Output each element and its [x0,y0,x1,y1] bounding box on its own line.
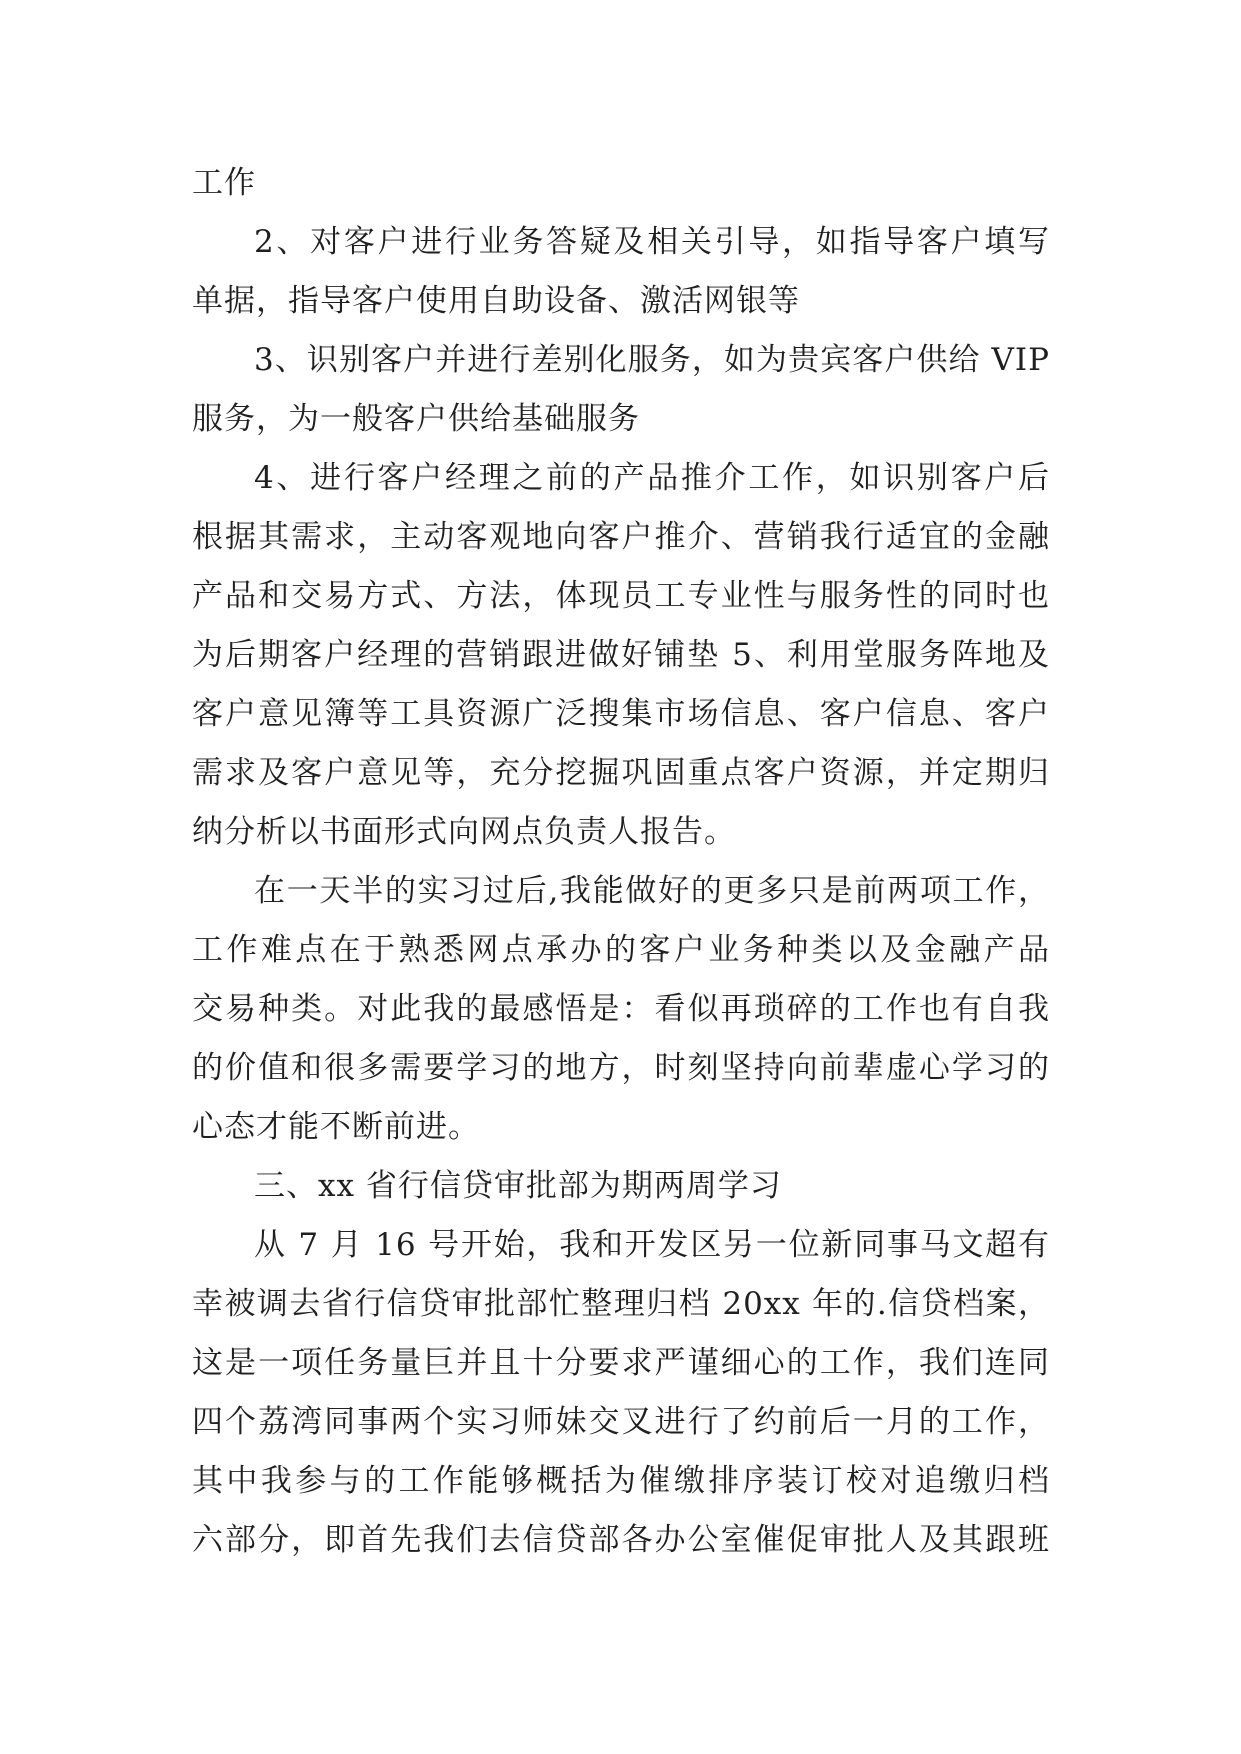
body-line-4: 3、识别客户并进行差别化服务，如为贵宾客户供给 VIP [254,342,1050,378]
body-line-5: 服务，为一般客户供给基础服务 [192,401,640,437]
body-line-8: 产品和交易方式、方法，体现员工专业性与服务性的同时也 [192,578,1050,614]
body-line-22: 四个荔湾同事两个实习师妹交叉进行了约前后一月的工作， [192,1404,1050,1440]
document-body [192,154,1050,1570]
body-line-1: 工作 [192,165,256,201]
body-line-9: 为后期客户经理的营销跟进做好铺垫 5、利用堂服务阵地及 [192,637,1050,673]
body-line-13: 在一天半的实习过后,我能做好的更多只是前两项工作， [254,873,1050,909]
body-line-24: 六部分，即首先我们去信贷部各办公室催促审批人及其跟班 [192,1522,1050,1558]
body-line-16: 的价值和很多需要学习的地方，时刻坚持向前辈虚心学习的 [192,1050,1050,1086]
body-line-3: 单据，指导客户使用自助设备、激活网银等 [192,283,800,319]
body-line-19: 从 7 月 16 号开始，我和开发区另一位新同事马文超有 [254,1227,1050,1263]
section-heading: 三、xx 省行信贷审批部为期两周学习 [254,1168,782,1204]
body-line-20: 幸被调去省行信贷审批部忙整理归档 20xx 年的.信贷档案， [192,1286,1050,1322]
body-line-7: 根据其需求，主动客观地向客户推介、营销我行适宜的金融 [192,519,1050,555]
body-line-23: 其中我参与的工作能够概括为催缴排序装订校对追缴归档 [192,1463,1050,1499]
body-line-6: 4、进行客户经理之前的产品推介工作，如识别客户后 [254,460,1050,496]
body-line-2: 2、对客户进行业务答疑及相关引导，如指导客户填写 [254,224,1050,260]
body-line-10: 客户意见簿等工具资源广泛搜集市场信息、客户信息、客户 [192,696,1050,732]
body-line-21: 这是一项任务量巨并且十分要求严谨细心的工作，我们连同 [192,1345,1050,1381]
body-line-15: 交易种类。对此我的最感悟是：看似再琐碎的工作也有自我 [192,991,1050,1027]
body-line-17: 心态才能不断前进。 [192,1109,480,1145]
body-line-12: 纳分析以书面形式向网点负责人报告。 [192,814,736,850]
body-line-14: 工作难点在于熟悉网点承办的客户业务种类以及金融产品 [192,932,1050,968]
body-line-11: 需求及客户意见等，充分挖掘巩固重点客户资源，并定期归 [192,755,1050,791]
